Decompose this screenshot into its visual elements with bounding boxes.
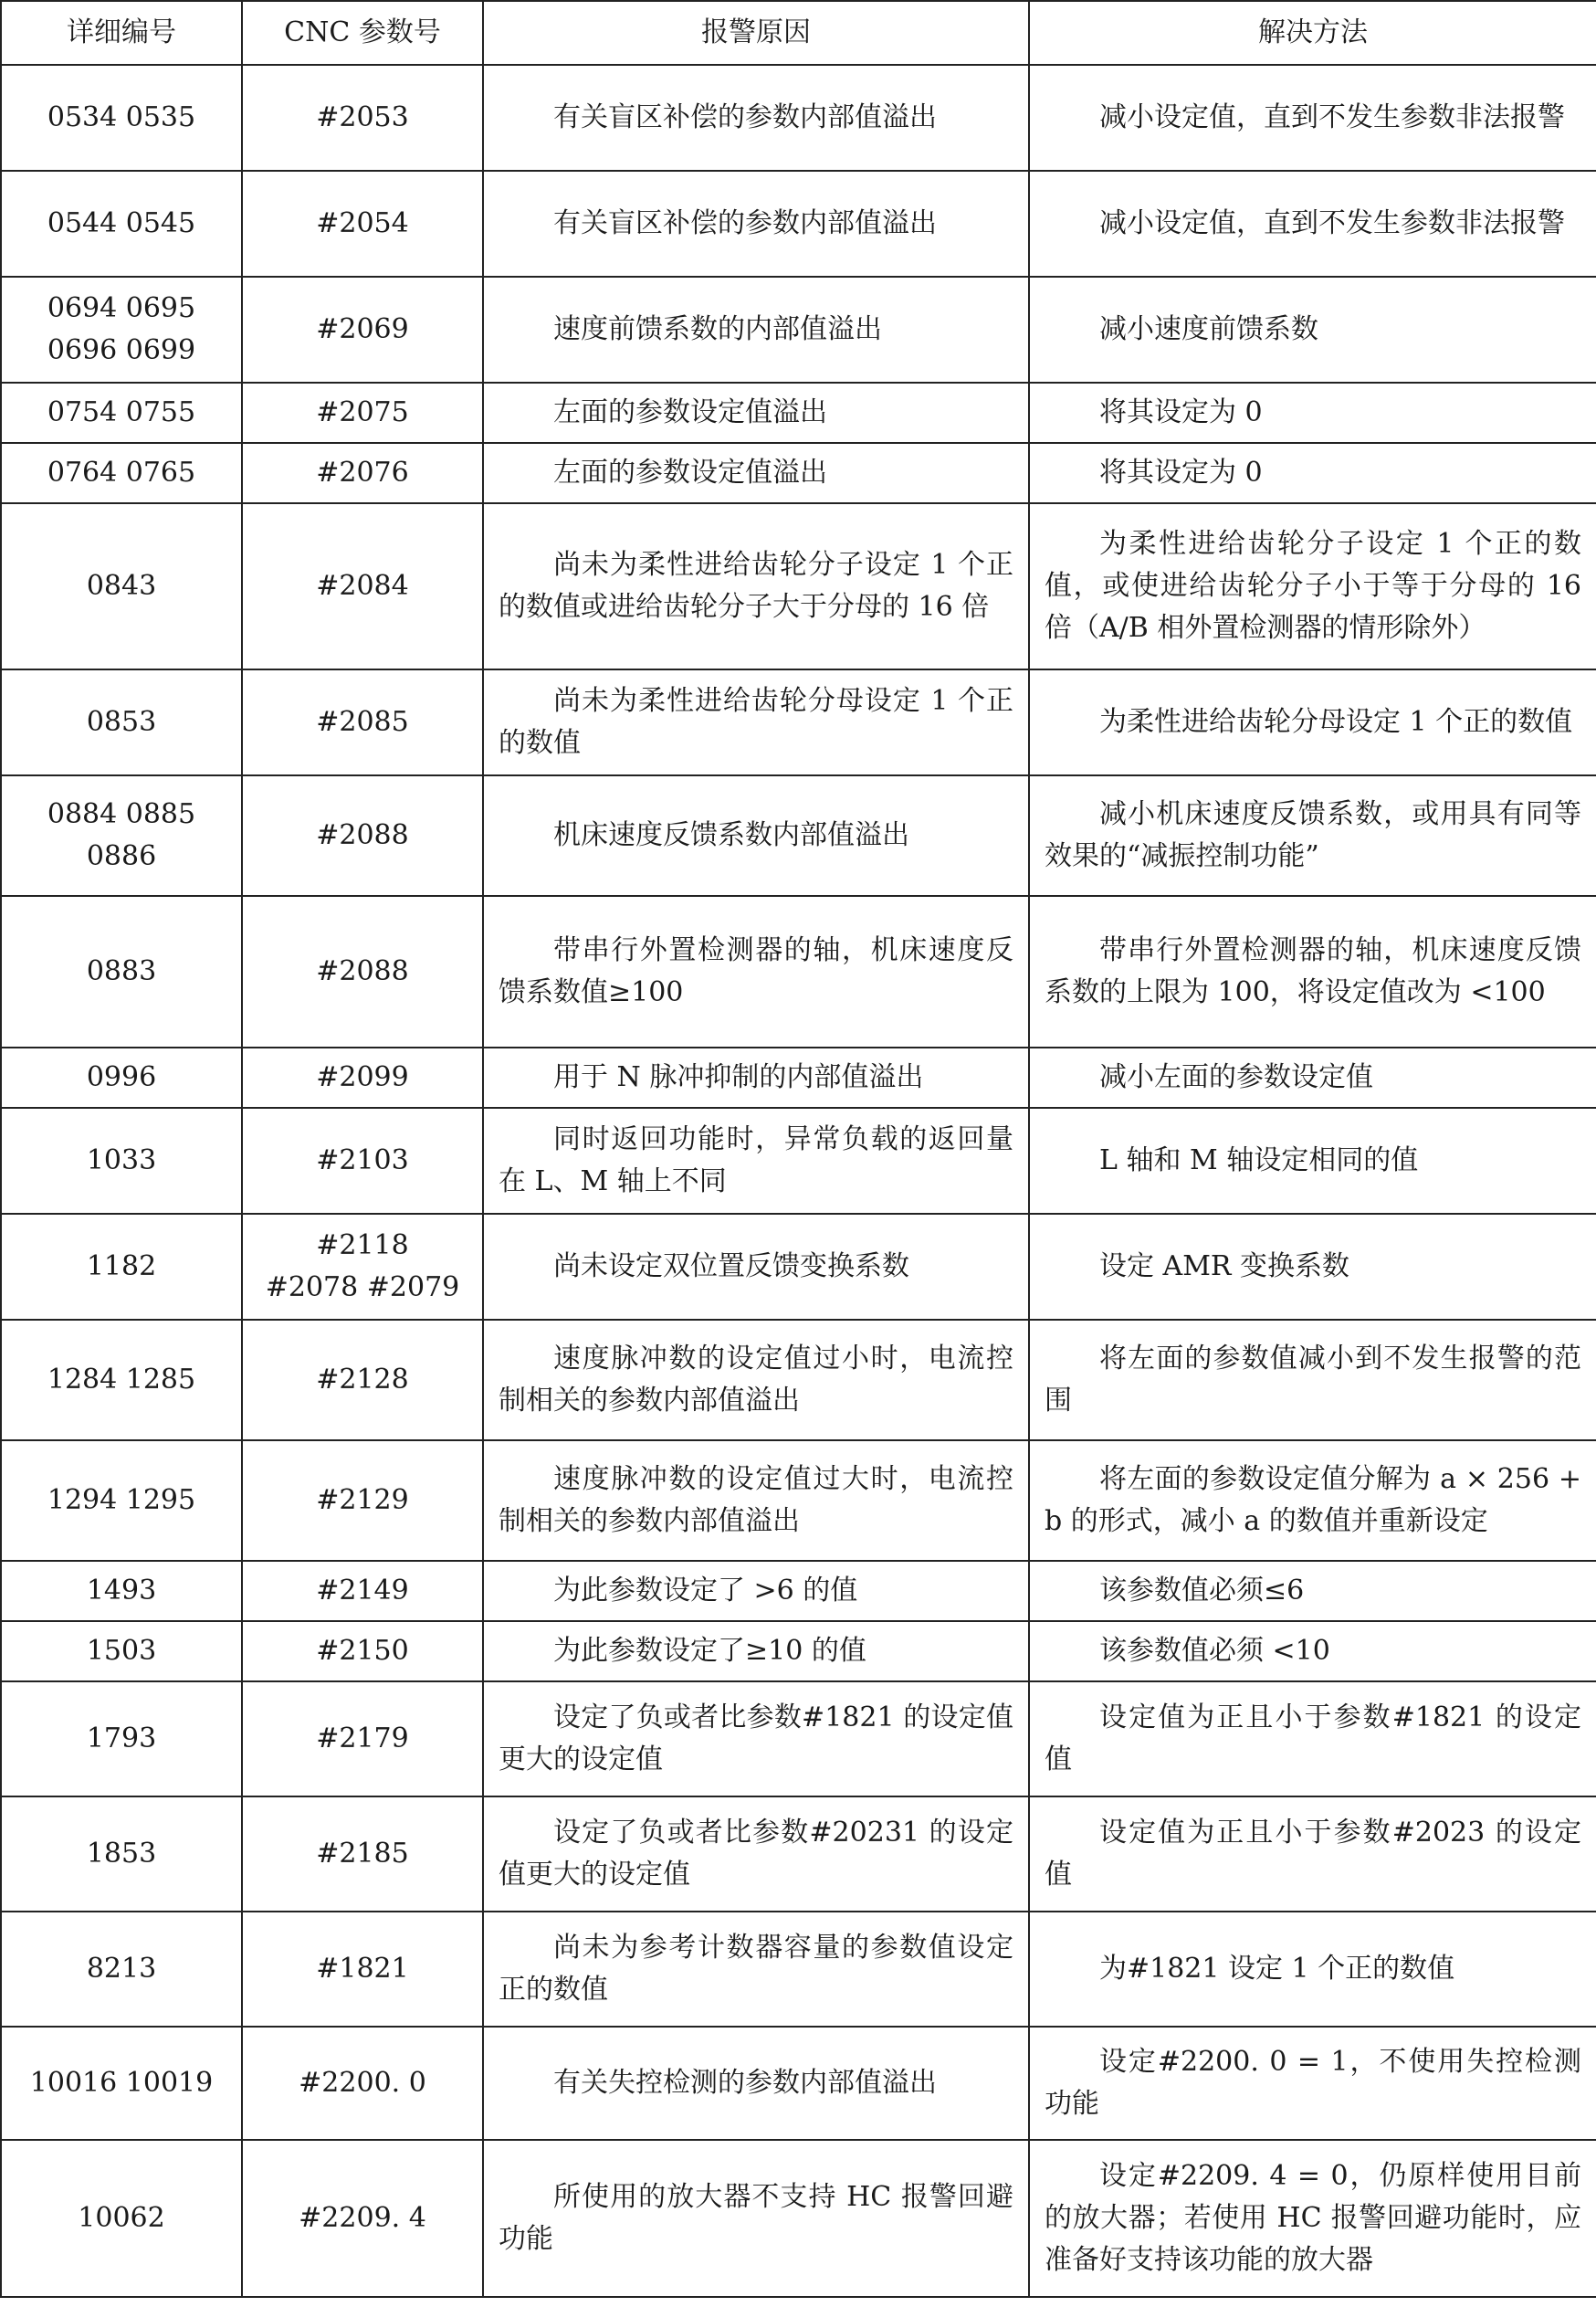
cnc-param: #2099 <box>242 1048 483 1108</box>
alarm-cause: 设定了负或者比参数#1821 的设定值更大的设定值 <box>483 1681 1029 1796</box>
detail-code: 1853 <box>1 1796 242 1912</box>
cnc-param: #2128 <box>242 1320 483 1440</box>
table-row <box>1 1320 1596 1440</box>
alarm-cause: 尚未为柔性进给齿轮分母设定 1 个正的数值 <box>483 669 1029 775</box>
detail-code: 0996 <box>1 1048 242 1108</box>
detail-code: 1503 <box>1 1621 242 1681</box>
table-row <box>1 896 1596 1048</box>
table-row <box>1 277 1596 383</box>
cnc-param: #2085 <box>242 669 483 775</box>
cnc-param: #2129 <box>242 1440 483 1561</box>
detail-code: 1033 <box>1 1108 242 1214</box>
solution: 设定值为正且小于参数#1821 的设定值 <box>1029 1681 1596 1796</box>
alarm-cause: 尚未为柔性进给齿轮分子设定 1 个正的数值或进给齿轮分子大于分母的 16 倍 <box>483 503 1029 669</box>
solution: 带串行外置检测器的轴，机床速度反馈系数的上限为 100，将设定值改为 <100 <box>1029 896 1596 1048</box>
alarm-cause: 用于 N 脉冲抑制的内部值溢出 <box>483 1048 1029 1108</box>
alarm-cause: 有关盲区补偿的参数内部值溢出 <box>483 171 1029 277</box>
detail-code: 0534 0535 <box>1 65 242 171</box>
cnc-param: #2209. 4 <box>242 2140 483 2297</box>
solution: 减小设定值，直到不发生参数非法报警 <box>1029 65 1596 171</box>
solution: 设定#2200. 0 = 1，不使用失控检测功能 <box>1029 2027 1596 2140</box>
alarm-cause: 有关盲区补偿的参数内部值溢出 <box>483 65 1029 171</box>
alarm-cause: 为此参数设定了≥10 的值 <box>483 1621 1029 1681</box>
detail-code: 0853 <box>1 669 242 775</box>
detail-code: 10016 10019 <box>1 2027 242 2140</box>
cnc-param: #2118 #2078 #2079 <box>242 1214 483 1320</box>
table-row <box>1 1796 1596 1912</box>
table-row <box>1 443 1596 503</box>
cnc-param: #2150 <box>242 1621 483 1681</box>
table-row <box>1 2140 1596 2297</box>
table-row <box>1 65 1596 171</box>
cnc-param: #2179 <box>242 1681 483 1796</box>
alarm-cause: 尚未为参考计数器容量的参数值设定正的数值 <box>483 1912 1029 2027</box>
solution: 设定 AMR 变换系数 <box>1029 1214 1596 1320</box>
table-row <box>1 1912 1596 2027</box>
table-row <box>1 669 1596 775</box>
alarm-cause: 左面的参数设定值溢出 <box>483 383 1029 443</box>
table-row <box>1 1048 1596 1108</box>
cnc-param: #2069 <box>242 277 483 383</box>
alarm-cause: 同时返回功能时，异常负载的返回量在 L、M 轴上不同 <box>483 1108 1029 1214</box>
table-row <box>1 1621 1596 1681</box>
solution: 减小设定值，直到不发生参数非法报警 <box>1029 171 1596 277</box>
solution: 将左面的参数值减小到不发生报警的范围 <box>1029 1320 1596 1440</box>
solution: 该参数值必须≤6 <box>1029 1561 1596 1621</box>
alarm-cause: 速度脉冲数的设定值过小时，电流控制相关的参数内部值溢出 <box>483 1320 1029 1440</box>
cnc-param: #2054 <box>242 171 483 277</box>
solution: 该参数值必须 <10 <box>1029 1621 1596 1681</box>
solution: 为柔性进给齿轮分子设定 1 个正的数值，或使进给齿轮分子小于等于分母的 16 倍（A/B 相外置检测器的情形除外） <box>1029 503 1596 669</box>
detail-code: 0694 0695 0696 0699 <box>1 277 242 383</box>
alarm-cause: 为此参数设定了 >6 的值 <box>483 1561 1029 1621</box>
table-row <box>1 171 1596 277</box>
cnc-param: #2149 <box>242 1561 483 1621</box>
header-code: 详细编号 <box>1 1 242 65</box>
table-row <box>1 503 1596 669</box>
cnc-param: #2088 <box>242 896 483 1048</box>
detail-code: 0544 0545 <box>1 171 242 277</box>
cnc-param: #2103 <box>242 1108 483 1214</box>
detail-code: 1182 <box>1 1214 242 1320</box>
header-cause: 报警原因 <box>483 1 1029 65</box>
alarm-cause: 所使用的放大器不支持 HC 报警回避功能 <box>483 2140 1029 2297</box>
alarm-cause: 机床速度反馈系数内部值溢出 <box>483 775 1029 896</box>
cnc-param: #2084 <box>242 503 483 669</box>
detail-code: 1493 <box>1 1561 242 1621</box>
detail-code: 0764 0765 <box>1 443 242 503</box>
solution: 将其设定为 0 <box>1029 443 1596 503</box>
alarm-cause: 左面的参数设定值溢出 <box>483 443 1029 503</box>
solution: L 轴和 M 轴设定相同的值 <box>1029 1108 1596 1214</box>
detail-code: 0883 <box>1 896 242 1048</box>
solution: 为#1821 设定 1 个正的数值 <box>1029 1912 1596 2027</box>
alarm-cause: 尚未设定双位置反馈变换系数 <box>483 1214 1029 1320</box>
detail-code: 1284 1285 <box>1 1320 242 1440</box>
cnc-param: #2053 <box>242 65 483 171</box>
cnc-param: #2200. 0 <box>242 2027 483 2140</box>
detail-code: 0843 <box>1 503 242 669</box>
alarm-cause: 带串行外置检测器的轴，机床速度反馈系数值≥100 <box>483 896 1029 1048</box>
detail-code: 0884 0885 0886 <box>1 775 242 896</box>
table-row <box>1 1108 1596 1214</box>
header-param: CNC 参数号 <box>242 1 483 65</box>
alarm-cause: 速度脉冲数的设定值过大时，电流控制相关的参数内部值溢出 <box>483 1440 1029 1561</box>
table-row <box>1 775 1596 896</box>
table-row <box>1 1214 1596 1320</box>
cnc-param: #2088 <box>242 775 483 896</box>
solution: 减小机床速度反馈系数，或用具有同等效果的“减振控制功能” <box>1029 775 1596 896</box>
cnc-param: #2075 <box>242 383 483 443</box>
detail-code: 1294 1295 <box>1 1440 242 1561</box>
detail-code: 10062 <box>1 2140 242 2297</box>
solution: 将其设定为 0 <box>1029 383 1596 443</box>
solution: 减小速度前馈系数 <box>1029 277 1596 383</box>
table-row <box>1 383 1596 443</box>
solution: 将左面的参数设定值分解为 a × 256 + b 的形式，减小 a 的数值并重新设定 <box>1029 1440 1596 1561</box>
solution: 设定#2209. 4 = 0，仍原样使用目前的放大器；若使用 HC 报警回避功能时，应准备好支持该功能的放大器 <box>1029 2140 1596 2297</box>
detail-code: 8213 <box>1 1912 242 2027</box>
detail-code: 0754 0755 <box>1 383 242 443</box>
table-row <box>1 1561 1596 1621</box>
cnc-param: #1821 <box>242 1912 483 2027</box>
solution: 为柔性进给齿轮分母设定 1 个正的数值 <box>1029 669 1596 775</box>
alarm-cause: 有关失控检测的参数内部值溢出 <box>483 2027 1029 2140</box>
header-fix: 解决方法 <box>1029 1 1596 65</box>
solution: 减小左面的参数设定值 <box>1029 1048 1596 1108</box>
alarm-cause: 速度前馈系数的内部值溢出 <box>483 277 1029 383</box>
table-row <box>1 1681 1596 1796</box>
table-row <box>1 2027 1596 2140</box>
solution: 设定值为正且小于参数#2023 的设定值 <box>1029 1796 1596 1912</box>
cnc-param: #2185 <box>242 1796 483 1912</box>
header-row <box>1 1 1596 65</box>
alarm-cause: 设定了负或者比参数#20231 的设定值更大的设定值 <box>483 1796 1029 1912</box>
detail-code: 1793 <box>1 1681 242 1796</box>
table-row <box>1 1440 1596 1561</box>
cnc-param: #2076 <box>242 443 483 503</box>
